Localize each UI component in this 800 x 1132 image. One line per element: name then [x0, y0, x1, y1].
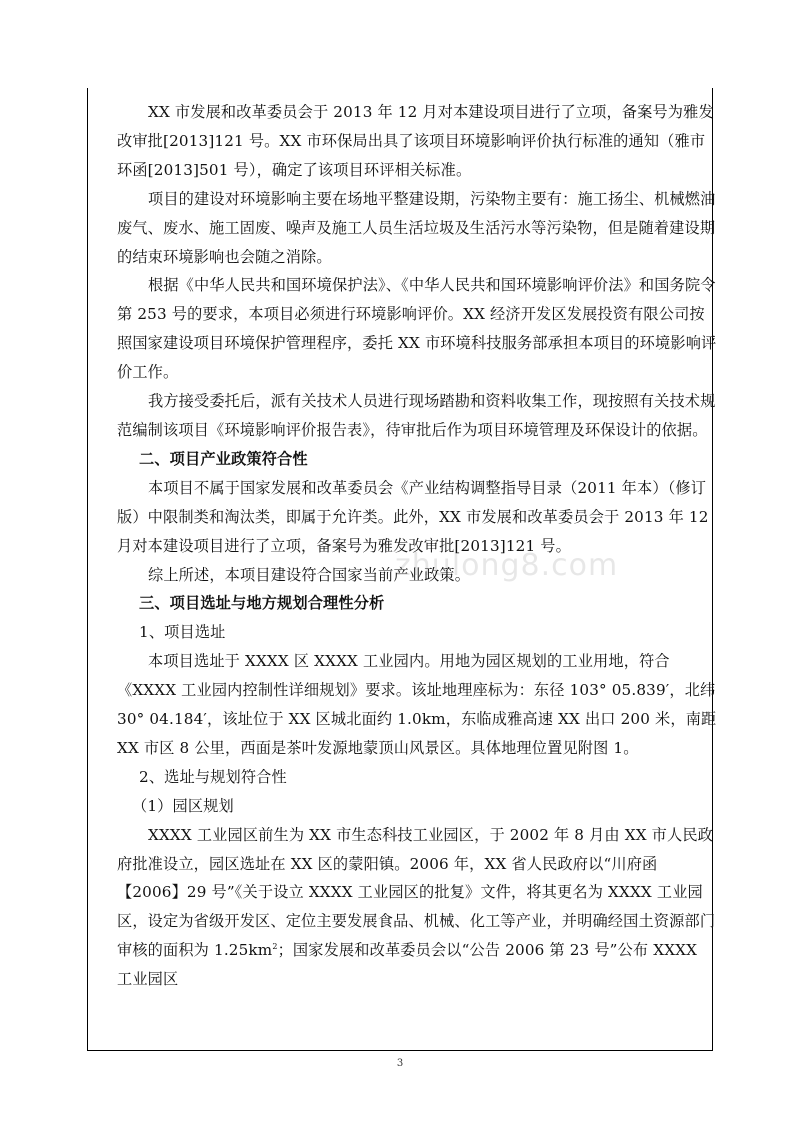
- park-history-tail: ；国家发展和改革委员会以“公告 2006 第 23 号”公布 XXXX 工业园区: [117, 941, 698, 989]
- paragraph-approval: XX 市发展和改革委员会于 2013 年 12 月对本建设项目进行了立项，备案号为雅发改审批[2013]121 号。XX 市环保局出具了该项目环境影响评价执行标准的通知（雅市环函[2013]501 号），确定了该项目环评相关标准。: [117, 103, 714, 179]
- watermark: zhulong8.com: [395, 548, 619, 583]
- paragraph-park-history: [117, 821, 717, 994]
- paragraph-commission: 我方接受委托后，派有关技术人员进行现场踏勘和资料收集工作，现按照有关技术规范编制该项目《环境影响评价报告表》，待审批后作为项目环境管理及环保设计的依据。: [117, 392, 716, 439]
- section-heading-site: 三、项目选址与地方规划合理性分析: [139, 594, 385, 613]
- paragraph-site-location: 本项目选址于 XXXX 区 XXXX 工业园内。用地为园区规划的工业用地，符合《XXXX 工业园内控制性详细规划》要求。该址地理座标为：东径 103° 05.839′，北纬 30° 04.184′，该址位于 XX 区城北面约 1.0km，东临成雅高速 XX 出口 200 米，南距 XX 市区 8 公里，西面是茶叶发源地蒙顶山风景区。具体地理位置见附图 1。: [117, 652, 717, 757]
- superscript-two: 2: [272, 942, 278, 952]
- subheading-planning-conformity: 2、选址与规划符合性: [139, 767, 287, 786]
- document-body: [117, 98, 717, 994]
- paragraph-policy-summary: 综上所述，本项目建设符合国家当前产业政策。: [148, 565, 471, 584]
- paragraph-legal-basis: 根据《中华人民共和国环境保护法》、《中华人民共和国环境影响评价法》和国务院令第 253 号的要求，本项目必须进行环境影响评价。XX 经济开发区发展投资有限公司按照国家建设项目环境保护管理程序，委托 XX 市环境科技服务部承担本项目的环境影响评价工作。: [117, 276, 717, 382]
- paragraph-impact: 项目的建设对环境影响主要在场地平整建设期，污染物主要有：施工扬尘、机械燃油废气、废水、施工固废、噪声及施工人员生活垃圾及生活污水等污染物，但是随着建设期的结束环境影响也会随之消除。: [117, 189, 716, 266]
- paragraph-policy: 本项目不属于国家发展和改革委员会《产业结构调整指导目录（2011 年本）（修订版）中限制类和淘汰类，即属于允许类。此外，XX 市发展和改革委员会于 2013 年 12 月对本建设项目进行了立项，备案号为雅发改审批[2013]121 号。: [117, 478, 709, 555]
- subheading-park-planning: （1）园区规划: [132, 796, 234, 815]
- page-number: 3: [396, 1058, 404, 1069]
- section-heading-policy: 二、项目产业政策符合性: [139, 449, 308, 468]
- park-history-text: XXXX 工业园区前生为 XX 市生态科技工业园区，于 2002 年 8 月由 XX 市人民政府批准设立，园区选址在 XX 区的蒙阳镇。2006 年，XX 省人民政府以“川府函【2006】29 号”《关于设立 XXXX 工业园区的批复》文件，将其更名为 XXXX 工业园区，设定为省级开发区、定位主要发展食品、机械、化工等产业，并明确经国土资源部门审核的面积为 1.25km: [117, 825, 716, 960]
- subheading-site-selection: 1、项目选址: [139, 623, 226, 642]
